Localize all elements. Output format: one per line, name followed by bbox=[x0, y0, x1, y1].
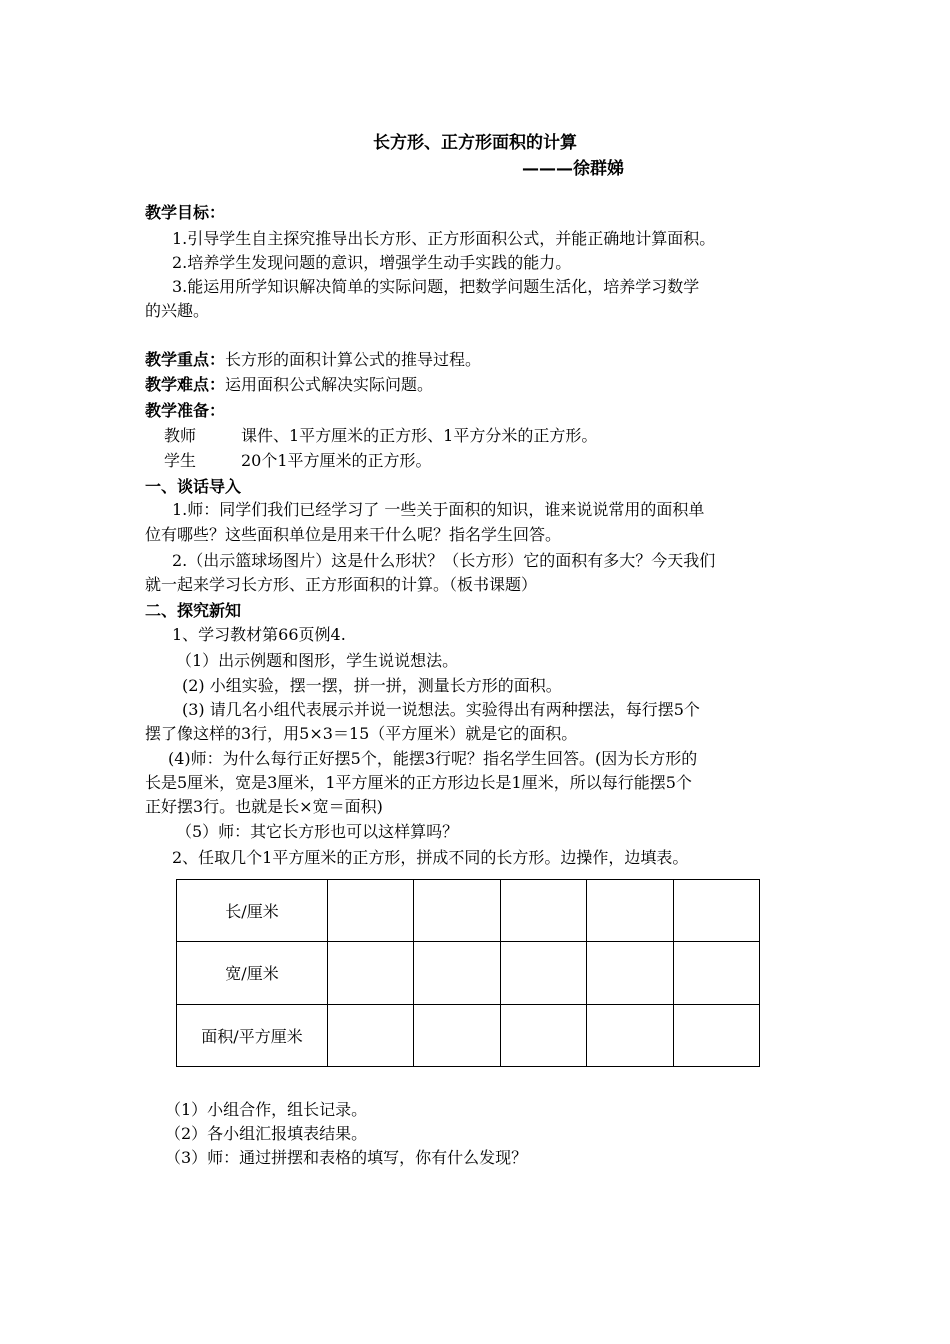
difficulty-text: 运用面积公式解决实际问题。 bbox=[225, 375, 434, 394]
table-cell[interactable] bbox=[587, 942, 673, 1004]
objective-item: 3.能运用所学知识解决简单的实际问题，把数学问题生活化，培养学习数学 bbox=[172, 277, 700, 296]
section1-line: 就一起来学习长方形、正方形面积的计算。（板书课题） bbox=[145, 575, 538, 594]
table-row bbox=[177, 1004, 760, 1066]
section2-line: (3) 请几名小组代表展示并说一说想法。实验得出有两种摆法，每行摆5个 bbox=[182, 700, 700, 719]
table-row bbox=[177, 880, 760, 942]
section2-line: (2) 小组实验，摆一摆，拼一拼，测量长方形的面积。 bbox=[182, 676, 562, 695]
student-role: 学生 bbox=[164, 451, 197, 470]
key-point bbox=[145, 350, 481, 370]
section2-line: （5）师：其它长方形也可以这样算吗？ bbox=[176, 822, 459, 841]
author-line: ———徐群娣 bbox=[522, 159, 624, 179]
table-cell[interactable] bbox=[414, 880, 500, 942]
section2-line: 摆了像这样的3行，用5×3＝15（平方厘米）就是它的面积。 bbox=[145, 724, 578, 743]
after-table-line: （2）各小组汇报填表结果。 bbox=[165, 1124, 368, 1143]
section2-line: （1）出示例题和图形，学生说说想法。 bbox=[176, 651, 459, 670]
section2-line: 长是5厘米，宽是3厘米，1平方厘米的正方形边长是1厘米，所以每行能摆5个 bbox=[145, 773, 692, 792]
table-cell[interactable] bbox=[587, 880, 673, 942]
difficulty bbox=[145, 375, 433, 395]
key-point-text: 长方形的面积计算公式的推导过程。 bbox=[225, 350, 482, 369]
table-cell[interactable] bbox=[673, 1004, 759, 1066]
section2-heading: 二、探究新知 bbox=[145, 601, 242, 620]
table-cell[interactable] bbox=[673, 942, 759, 1004]
section2-line: 2、任取几个1平方厘米的正方形，拼成不同的长方形。边操作，边填表。 bbox=[172, 848, 689, 867]
table-cell[interactable] bbox=[328, 942, 414, 1004]
objective-item: 1.引导学生自主探究推导出长方形、正方形面积公式，并能正确地计算面积。 bbox=[172, 229, 716, 248]
student-text: 20个1平方厘米的正方形。 bbox=[241, 451, 432, 470]
key-point-label: 教学重点： bbox=[145, 350, 226, 369]
after-table-line: （1）小组合作，组长记录。 bbox=[165, 1100, 368, 1119]
section2-line: (4)师：为什么每行正好摆5个，能摆3行呢？指名学生回答。(因为长方形的 bbox=[168, 749, 698, 768]
fill-in-table bbox=[176, 879, 760, 1067]
table-cell[interactable] bbox=[673, 880, 759, 942]
row-header-length: 长/厘米 bbox=[177, 880, 328, 942]
table-cell[interactable] bbox=[500, 942, 586, 1004]
section2-line: 1、学习教材第66页例4. bbox=[172, 625, 346, 644]
objectives-heading: 教学目标： bbox=[145, 203, 226, 222]
preparation-heading: 教学准备： bbox=[145, 401, 226, 420]
table-cell[interactable] bbox=[414, 942, 500, 1004]
objective-item: 2.培养学生发现问题的意识，增强学生动手实践的能力。 bbox=[172, 253, 572, 272]
table-row bbox=[177, 942, 760, 1004]
teacher-text: 课件、1平方厘米的正方形、1平方分米的正方形。 bbox=[241, 426, 598, 445]
after-table-line: （3）师：通过拼摆和表格的填写，你有什么发现？ bbox=[165, 1148, 528, 1167]
table-cell[interactable] bbox=[587, 1004, 673, 1066]
table-cell[interactable] bbox=[328, 880, 414, 942]
difficulty-label: 教学难点： bbox=[145, 375, 226, 394]
table-cell[interactable] bbox=[414, 1004, 500, 1066]
teacher-role: 教师 bbox=[164, 426, 197, 445]
table-cell[interactable] bbox=[500, 1004, 586, 1066]
section1-line: 位有哪些？这些面积单位是用来干什么呢？指名学生回答。 bbox=[145, 525, 562, 544]
section2-line: 正好摆3行。也就是长×宽＝面积) bbox=[145, 797, 383, 816]
section1-heading: 一、谈话导入 bbox=[145, 477, 242, 496]
objective-item: 的兴趣。 bbox=[145, 301, 210, 320]
document-title: 长方形、正方形面积的计算 bbox=[373, 133, 577, 153]
section1-line: 2.（出示篮球场图片）这是什么形状？（长方形）它的面积有多大？今天我们 bbox=[172, 551, 716, 570]
table-cell[interactable] bbox=[500, 880, 586, 942]
row-header-area: 面积/平方厘米 bbox=[177, 1004, 328, 1066]
row-header-width: 宽/厘米 bbox=[177, 942, 328, 1004]
section1-line: 1.师：同学们我们已经学习了 一些关于面积的知识，谁来说说常用的面积单 bbox=[172, 500, 705, 519]
table-cell[interactable] bbox=[328, 1004, 414, 1066]
